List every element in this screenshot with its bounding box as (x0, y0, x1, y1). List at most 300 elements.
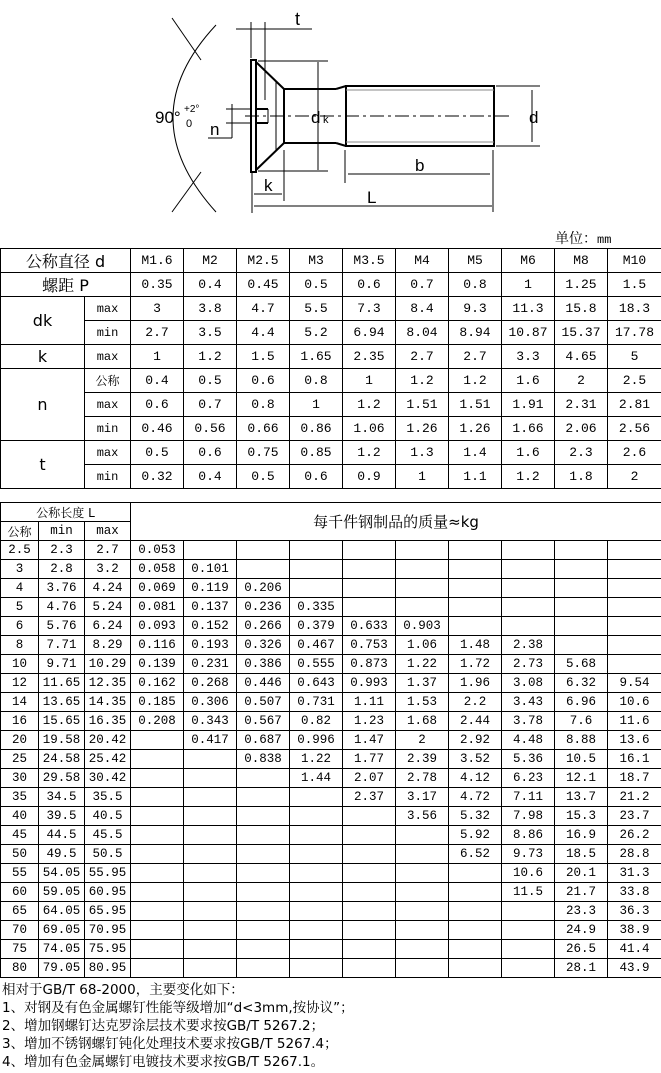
n-nom-cell: 0.8 (290, 369, 343, 393)
n-min-cell: 0.66 (237, 417, 290, 441)
length-cell: 50 (1, 845, 39, 864)
size-cell: M1.6 (131, 249, 184, 273)
mass-cell (502, 940, 555, 959)
mass-cell (184, 788, 237, 807)
n-max-cell: 2.31 (555, 393, 608, 417)
mass-cell: 6.32 (555, 674, 608, 693)
mass-cell (237, 940, 290, 959)
label-dk-d: d (311, 108, 321, 127)
notes (2, 981, 354, 1071)
dk-min-label: min (85, 321, 131, 345)
mass-cell (396, 864, 449, 883)
n-min-cell: 2.56 (608, 417, 661, 441)
t-max-cell: 0.85 (290, 441, 343, 465)
n-nom-cell: 1.6 (502, 369, 555, 393)
k-max-cell: 1.5 (237, 345, 290, 369)
mass-cell: 1.48 (449, 636, 502, 655)
label-b: b (415, 156, 425, 175)
length-cell: 8.29 (85, 636, 131, 655)
length-cell: 13.65 (39, 693, 85, 712)
mass-cell: 23.3 (555, 902, 608, 921)
mass-cell (131, 921, 184, 940)
note-line: 相对于GB/T 68-2000，主要变化如下： (2, 982, 244, 998)
n-max-cell: 1 (290, 393, 343, 417)
n-min-label: min (85, 417, 131, 441)
mass-cell (290, 788, 343, 807)
mass-cell: 16.9 (555, 826, 608, 845)
mass-cell: 0.053 (131, 541, 184, 560)
table-row (1, 579, 661, 598)
t-min-cell: 2 (608, 465, 661, 489)
dk-max-cell: 4.7 (237, 297, 290, 321)
mass-cell (502, 579, 555, 598)
mass-cell: 0.206 (237, 579, 290, 598)
dk-min-cell: 10.87 (502, 321, 555, 345)
table-row (1, 864, 661, 883)
size-row (1, 249, 661, 273)
t-min-cell: 0.6 (290, 465, 343, 489)
mass-cell (131, 731, 184, 750)
table-row (1, 750, 661, 769)
mass-cell (131, 807, 184, 826)
length-cell: 15.65 (39, 712, 85, 731)
n-max-cell: 0.6 (131, 393, 184, 417)
mass-cell (555, 579, 608, 598)
t-min-cell: 0.4 (184, 465, 237, 489)
mass-cell: 0.139 (131, 655, 184, 674)
mass-cell (449, 940, 502, 959)
mass-cell: 0.162 (131, 674, 184, 693)
label-L: L (367, 188, 377, 207)
dk-max-label: max (85, 297, 131, 321)
mass-cell (343, 959, 396, 978)
dk-max-cell: 9.3 (449, 297, 502, 321)
mass-cell: 4.48 (502, 731, 555, 750)
mass-cell: 1.44 (290, 769, 343, 788)
mass-cell: 0.335 (290, 598, 343, 617)
mass-cell (343, 940, 396, 959)
dk-max-cell: 3.8 (184, 297, 237, 321)
mass-cell (131, 940, 184, 959)
length-cell: 10 (1, 655, 39, 674)
mass-cell: 0.838 (237, 750, 290, 769)
table-row (1, 826, 661, 845)
k-max-cell: 1 (131, 345, 184, 369)
length-cell: 4 (1, 579, 39, 598)
pitch-cell: 0.6 (343, 273, 396, 297)
table-row (1, 674, 661, 693)
table-row (1, 617, 661, 636)
mass-cell: 24.9 (555, 921, 608, 940)
length-cell: 12 (1, 674, 39, 693)
mass-cell: 1.96 (449, 674, 502, 693)
length-cell: 55.95 (85, 864, 131, 883)
mass-cell: 10.6 (502, 864, 555, 883)
mass-cell (449, 959, 502, 978)
n-min-row (1, 417, 661, 441)
mass-cell (396, 579, 449, 598)
t-min-cell: 0.5 (237, 465, 290, 489)
size-cell: M8 (555, 249, 608, 273)
mass-cell: 0.82 (290, 712, 343, 731)
label-t: t (295, 9, 301, 29)
size-cell: M3 (290, 249, 343, 273)
n-min-cell: 1.06 (343, 417, 396, 441)
mass-cell: 1.22 (396, 655, 449, 674)
mass-cell: 3.78 (502, 712, 555, 731)
mass-cell: 0.643 (290, 674, 343, 693)
col-max: max (85, 522, 131, 541)
n-nom-cell: 2.5 (608, 369, 661, 393)
length-cell: 40.5 (85, 807, 131, 826)
length-cell: 14 (1, 693, 39, 712)
t-max-cell: 2.6 (608, 441, 661, 465)
note-line: 3、增加不锈钢螺钉钝化处理技术要求按GB/T 5267.4； (2, 1036, 338, 1052)
mass-cell: 33.8 (608, 883, 661, 902)
dimensions-table (0, 248, 661, 489)
mass-cell: 0.306 (184, 693, 237, 712)
length-cell: 20.42 (85, 731, 131, 750)
col-min: min (39, 522, 85, 541)
t-min-cell: 0.32 (131, 465, 184, 489)
length-cell: 20 (1, 731, 39, 750)
mass-cell: 18.7 (608, 769, 661, 788)
n-nom-cell: 0.4 (131, 369, 184, 393)
mass-cell (290, 940, 343, 959)
mass-cell (343, 864, 396, 883)
note-line: 4、增加有色金属螺钉电镀技术要求按GB/T 5267.1。 (2, 1054, 325, 1070)
n-max-cell: 2.81 (608, 393, 661, 417)
table-row (1, 902, 661, 921)
mass-cell: 0.058 (131, 560, 184, 579)
mass-cell (237, 541, 290, 560)
dk-max-cell: 11.3 (502, 297, 555, 321)
table-row (1, 636, 661, 655)
length-cell: 3.2 (85, 560, 131, 579)
length-cell: 4.76 (39, 598, 85, 617)
dk-min-cell: 5.2 (290, 321, 343, 345)
n-nom-cell: 1 (343, 369, 396, 393)
mass-cell: 0.081 (131, 598, 184, 617)
table-row (1, 769, 661, 788)
mass-cell (290, 959, 343, 978)
length-cell: 3.76 (39, 579, 85, 598)
length-cell: 25.42 (85, 750, 131, 769)
mass-cell: 21.2 (608, 788, 661, 807)
table-row (1, 731, 661, 750)
mass-cell: 6.52 (449, 845, 502, 864)
mass-cell (343, 902, 396, 921)
table-row (1, 712, 661, 731)
mass-cell (555, 636, 608, 655)
mass-cell (343, 579, 396, 598)
note-line: 2、增加钢螺钉达克罗涂层技术要求按GB/T 5267.2； (2, 1018, 325, 1034)
length-cell: 35 (1, 788, 39, 807)
dk-min-cell: 8.04 (396, 321, 449, 345)
n-min-cell: 0.86 (290, 417, 343, 441)
mass-cell (237, 883, 290, 902)
mass-cell: 7.11 (502, 788, 555, 807)
length-cell: 35.5 (85, 788, 131, 807)
mass-cell (396, 845, 449, 864)
table-row (1, 655, 661, 674)
mass-cell (343, 807, 396, 826)
mass-cell: 5.92 (449, 826, 502, 845)
mass-cell (449, 579, 502, 598)
length-cell: 9.71 (39, 655, 85, 674)
dk-min-row (1, 321, 661, 345)
dk-max-cell: 7.3 (343, 297, 396, 321)
size-cell: M5 (449, 249, 502, 273)
length-cell: 11.65 (39, 674, 85, 693)
length-cell: 65.95 (85, 902, 131, 921)
length-cell: 16.35 (85, 712, 131, 731)
t-max-cell: 0.5 (131, 441, 184, 465)
mass-cell (449, 541, 502, 560)
length-cell: 6 (1, 617, 39, 636)
mass-cell: 3.56 (396, 807, 449, 826)
mass-cell: 3.08 (502, 674, 555, 693)
mass-cell (502, 617, 555, 636)
mass-cell: 1.22 (290, 750, 343, 769)
mass-cell (449, 883, 502, 902)
mass-cell: 28.1 (555, 959, 608, 978)
mass-cell (290, 845, 343, 864)
mass-cell (184, 902, 237, 921)
mass-cell (449, 617, 502, 636)
mass-cell (608, 598, 661, 617)
dk-min-cell: 6.94 (343, 321, 396, 345)
length-cell: 10.29 (85, 655, 131, 674)
mass-cell (343, 921, 396, 940)
mass-cell: 4.72 (449, 788, 502, 807)
size-cell: M3.5 (343, 249, 396, 273)
mass-cell: 11.5 (502, 883, 555, 902)
dk-min-cell: 3.5 (184, 321, 237, 345)
n-nom-cell: 1.2 (396, 369, 449, 393)
mass-cell: 0.446 (237, 674, 290, 693)
mass-cell (396, 541, 449, 560)
mass-cell: 23.7 (608, 807, 661, 826)
k-max-row (1, 345, 661, 369)
mass-cell (396, 940, 449, 959)
mass-cell (502, 541, 555, 560)
mass-cell (396, 902, 449, 921)
dk-max-cell: 18.3 (608, 297, 661, 321)
mass-cell (237, 959, 290, 978)
length-cell: 19.58 (39, 731, 85, 750)
table-row (1, 560, 661, 579)
length-cell: 12.35 (85, 674, 131, 693)
length-cell: 7.71 (39, 636, 85, 655)
mass-cell (449, 560, 502, 579)
n-max-cell: 1.2 (343, 393, 396, 417)
mass-cell: 0.266 (237, 617, 290, 636)
mass-cell (184, 883, 237, 902)
mass-cell: 26.2 (608, 826, 661, 845)
mass-cell: 0.093 (131, 617, 184, 636)
dk-max-cell: 8.4 (396, 297, 449, 321)
mass-cell (502, 959, 555, 978)
length-cell: 2.8 (39, 560, 85, 579)
mass-cell: 0.326 (237, 636, 290, 655)
n-nom-row (1, 369, 661, 393)
mass-cell (237, 560, 290, 579)
screw-drawing (0, 0, 661, 225)
t-max-cell: 1.2 (343, 441, 396, 465)
length-cell: 60 (1, 883, 39, 902)
mass-cell (396, 921, 449, 940)
unit-text: 单位： (555, 231, 597, 247)
mass-cell: 38.9 (608, 921, 661, 940)
mass-cell (449, 921, 502, 940)
mass-cell (290, 541, 343, 560)
mass-cell: 2.73 (502, 655, 555, 674)
mass-cell: 7.98 (502, 807, 555, 826)
mass-cell (343, 560, 396, 579)
length-cell: 55 (1, 864, 39, 883)
t-min-row (1, 465, 661, 489)
mass-cell (502, 598, 555, 617)
mass-cell: 3.17 (396, 788, 449, 807)
mass-cell: 2.92 (449, 731, 502, 750)
n-nom-cell: 0.5 (184, 369, 237, 393)
t-max-cell: 0.6 (184, 441, 237, 465)
length-cell: 2.7 (85, 541, 131, 560)
n-max-cell: 1.51 (449, 393, 502, 417)
mass-cell (396, 883, 449, 902)
mass-cell: 0.193 (184, 636, 237, 655)
mass-cell (184, 769, 237, 788)
mass-cell: 1.72 (449, 655, 502, 674)
mass-cell: 0.152 (184, 617, 237, 636)
unit-label (555, 228, 611, 248)
size-cell: M2 (184, 249, 237, 273)
t-max-cell: 2.3 (555, 441, 608, 465)
length-cell: 30 (1, 769, 39, 788)
pitch-cell: 0.7 (396, 273, 449, 297)
length-cell: 45.5 (85, 826, 131, 845)
mass-cell: 2.37 (343, 788, 396, 807)
length-cell: 5 (1, 598, 39, 617)
mass-cell: 1.37 (396, 674, 449, 693)
mass-cell: 2.78 (396, 769, 449, 788)
dk-min-cell: 2.7 (131, 321, 184, 345)
length-cell: 5.24 (85, 598, 131, 617)
mass-cell (396, 826, 449, 845)
mass-cell (290, 883, 343, 902)
size-cell: M4 (396, 249, 449, 273)
t-max-cell: 1.3 (396, 441, 449, 465)
mass-cell: 0.687 (237, 731, 290, 750)
label-k: k (264, 176, 273, 195)
length-cell: 3 (1, 560, 39, 579)
k-max-cell: 4.65 (555, 345, 608, 369)
label-angle-plus: +2° (184, 104, 200, 115)
mass-cell: 43.9 (608, 959, 661, 978)
mass-cell: 18.5 (555, 845, 608, 864)
n-max-cell: 0.8 (237, 393, 290, 417)
mass-cell (608, 541, 661, 560)
length-cell: 34.5 (39, 788, 85, 807)
mass-cell (608, 636, 661, 655)
length-cell: 49.5 (39, 845, 85, 864)
mass-cell: 0.417 (184, 731, 237, 750)
n-min-cell: 2.06 (555, 417, 608, 441)
label-angle: 90° (155, 108, 181, 127)
table-row (1, 693, 661, 712)
label-angle-zero: 0 (186, 118, 193, 130)
mass-cell: 5.68 (555, 655, 608, 674)
n-label: n (1, 369, 85, 441)
dk-max-cell: 5.5 (290, 297, 343, 321)
mass-cell (290, 864, 343, 883)
t-min-cell: 1.2 (502, 465, 555, 489)
pitch-cell: 1 (502, 273, 555, 297)
mass-cell (237, 826, 290, 845)
length-cell: 79.05 (39, 959, 85, 978)
t-max-row (1, 441, 661, 465)
mass-cell: 28.8 (608, 845, 661, 864)
mass-cell: 9.54 (608, 674, 661, 693)
t-max-label: max (85, 441, 131, 465)
label-n: n (210, 120, 220, 139)
col-nom: 公称 (1, 522, 39, 541)
length-cell: 30.42 (85, 769, 131, 788)
mass-cell (131, 788, 184, 807)
mass-cell (184, 845, 237, 864)
mass-cell: 21.7 (555, 883, 608, 902)
table-row (1, 541, 661, 560)
mass-cell (343, 826, 396, 845)
mass-cell: 0.633 (343, 617, 396, 636)
mass-cell: 16.1 (608, 750, 661, 769)
mass-cell (184, 750, 237, 769)
length-cell: 80 (1, 959, 39, 978)
mass-cell (184, 921, 237, 940)
mass-table (0, 502, 661, 978)
mass-cell: 1.06 (396, 636, 449, 655)
dk-min-cell: 4.4 (237, 321, 290, 345)
mass-cell: 1.68 (396, 712, 449, 731)
k-max-cell: 5 (608, 345, 661, 369)
mass-cell: 3.52 (449, 750, 502, 769)
mass-cell (131, 959, 184, 978)
mass-cell: 1.11 (343, 693, 396, 712)
length-cell: 44.5 (39, 826, 85, 845)
mass-cell (608, 579, 661, 598)
t-label: t (1, 441, 85, 489)
mass-cell: 6.23 (502, 769, 555, 788)
mass-title: 每千件钢制品的质量≈kg (131, 503, 661, 541)
mass-cell: 5.36 (502, 750, 555, 769)
k-label: k (1, 345, 85, 369)
dk-label: dk (1, 297, 85, 345)
mass-cell: 1.23 (343, 712, 396, 731)
n-min-cell: 0.46 (131, 417, 184, 441)
mass-cell (343, 845, 396, 864)
mass-cell (343, 883, 396, 902)
mass-cell: 0.137 (184, 598, 237, 617)
mass-cell: 13.6 (608, 731, 661, 750)
k-max-cell: 2.7 (396, 345, 449, 369)
table-row (1, 845, 661, 864)
mass-cell (343, 541, 396, 560)
k-max-cell: 2.35 (343, 345, 396, 369)
mass-cell: 0.567 (237, 712, 290, 731)
length-cell: 50.5 (85, 845, 131, 864)
n-nom-cell: 0.6 (237, 369, 290, 393)
